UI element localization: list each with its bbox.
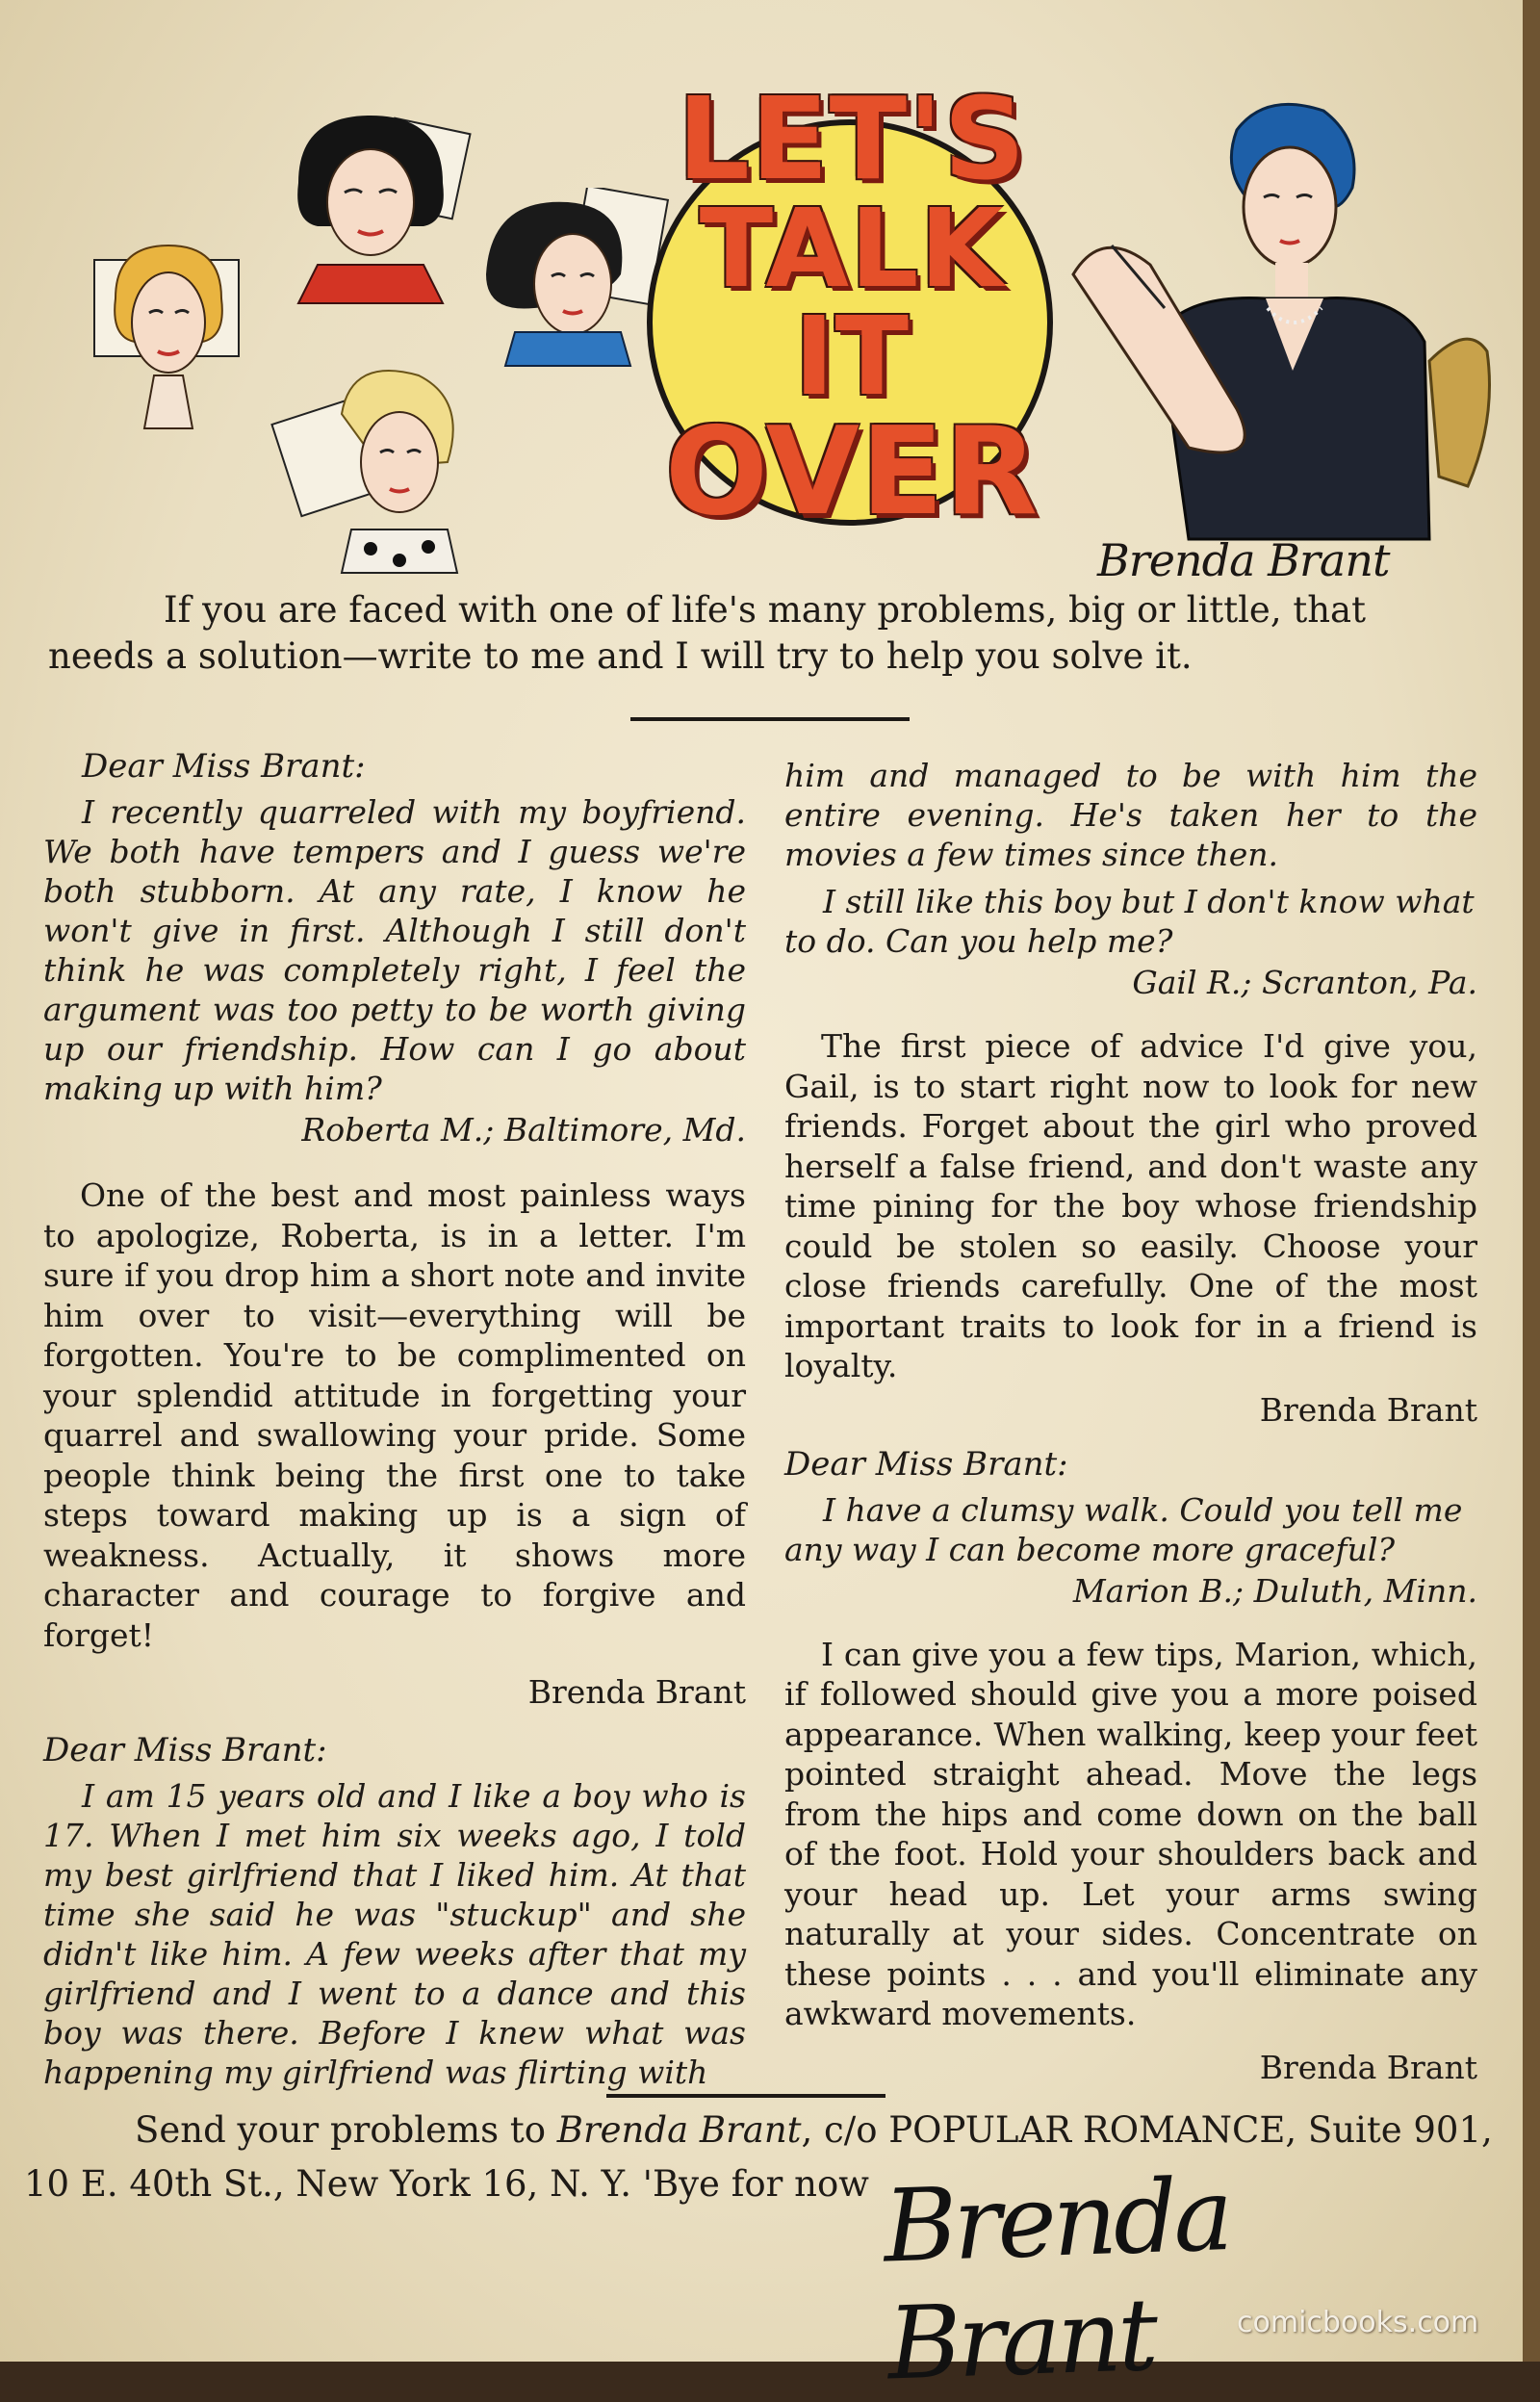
host-illustration [1044,101,1497,544]
letter1-signed: Roberta M.; Baltimore, Md. [301,1111,746,1149]
header-signature: Brenda Brant [1097,534,1390,586]
portrait-darkhair-woman [279,106,472,308]
answer1-signature: Brenda Brant [527,1673,746,1711]
title-line-1: LET'S [677,72,1027,205]
divider-bottom [606,2094,886,2098]
title-line-4: OVER [664,400,1040,542]
footer-name-italic: Brenda Brant [556,2109,802,2151]
header-banner [0,0,1540,586]
title-line-2: TALK [699,187,1005,312]
footer-text-before: Send your problems to [135,2109,557,2151]
divider-top [630,717,910,721]
letter2-closing: I still like this boy but I don't know what to do. Can you help me? [784,883,1475,960]
answer1-body: One of the best and most painless ways to apologize, Roberta, is in a letter. I'm sure if you drop him a short note and invite him over to visit—everything will be forgotten. You're to be complimented on your splendid attitude in forgetting your quarrel and swallowing your pride. Some people think being the first one to take steps toward making up is a sign of weakness. Actually, it shows more character and courage to forgive and forget! [43,1176,746,1654]
answer3-signature: Brenda Brant [1259,2048,1477,2086]
letter3-body: I have a clumsy walk. Could you tell me any way I can become more graceful? [784,1490,1463,1568]
answer2-body: The first piece of advice I'd give you, Gail, is to start right now to look for new friends. Forget about the girl who proved herself a false friend, and don't waste any time pining for the boy whose friendship could be stolen so easily. Choose your close friends carefully. One of the most important traits to look for in a friend is loyalty. [784,1027,1477,1384]
letter3-signed: Marion B.; Duluth, Minn. [1072,1571,1477,1610]
intro-paragraph: If you are faced with one of life's many problems, big or little, that needs a solution—write to me and I will try to help you solve it. [48,589,1366,677]
right-column [784,756,1477,2088]
title-lets-talk-it-over [645,72,1059,542]
letter1-salutation: Dear Miss Brant: [82,747,366,786]
letter2-body: I am 15 years old and I like a boy who is 17. When I met him six weeks ago, I told my best girlfriend that I liked him. At that time she said he was "stuckup" and she didn't like him. A few weeks after that my girlfriend and I went to a dance and this boy was there. Before I knew what was happening my girlfriend was flirting with [43,1777,746,2091]
answer2-signature: Brenda Brant [1259,1390,1477,1429]
portrait-blonde-polka-woman [265,356,476,578]
watermark: comicbooks.com [1237,2306,1479,2339]
footer-text-after: , c/o POPULAR ROMANCE, Suite 901, 10 E. 40th St., New York 16, N. Y. 'Bye for now [24,2109,1493,2205]
title-line-3: IT [793,295,911,420]
letter2-signed: Gail R.; Scranton, Pa. [1132,964,1477,1001]
letter3-salutation: Dear Miss Brant: [784,1444,1068,1484]
left-column [43,746,746,2092]
portrait-blonde-woman [87,231,250,433]
letter2-salutation: Dear Miss Brant: [43,1731,327,1769]
footer-signature: Brenda Brant [881,2156,1232,2402]
letter2-continued: him and managed to be with him the entire evening. He's taken her to the movies a few times since then. [784,757,1477,873]
portrait-brunette-woman [476,188,669,371]
letter1-body: I recently quarreled with my boyfriend. We both have tempers and I guess we're both stubborn. At any rate, I know he won't give in first. Although I still don't think he was completely right, I feel the argument was too petty to be worth giving up our friendship. How can I go about making up with him? [43,793,746,1107]
answer3-body: I can give you a few tips, Marion, which, if followed should give you a more poised appearance. When walking, keep your feet pointed straight ahead. Move the legs from the hips and come down on the ball of the foot. Hold your shoulders back and your head up. Let your arms swing naturally at your sides. Concentrate on these points . . . and you'll eliminate any awkward movements. [784,1635,1477,2032]
